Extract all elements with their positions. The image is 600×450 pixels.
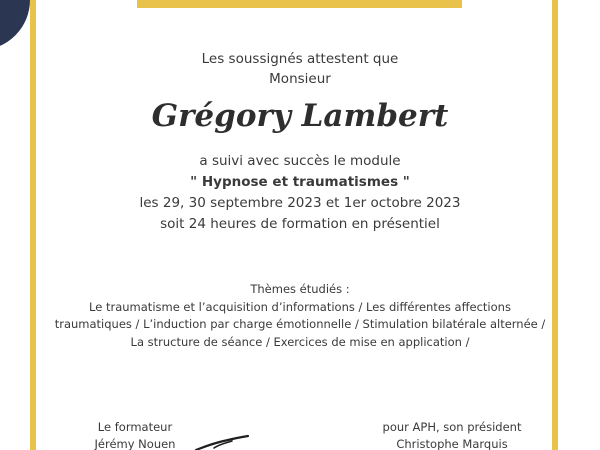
themes-line-2: traumatiques / L’induction par charge émotionnelle / Stimulation bilatérale alternée / [54, 317, 546, 331]
completion-line: a suivi avec succès le module [199, 153, 401, 169]
trainer-signature-block [60, 419, 210, 450]
intro-line-2: Monsieur [269, 71, 331, 87]
themes-block [40, 281, 560, 351]
handwritten-signature [192, 432, 252, 450]
themes-heading: Thèmes étudiés : [250, 282, 350, 296]
recipient-name: Grégory Lambert [151, 98, 449, 134]
dates-line: les 29, 30 septembre 2023 et 1er octobre 2023 [139, 195, 461, 211]
president-signature-block [372, 419, 532, 450]
president-role: pour APH, son président [382, 420, 522, 434]
intro-line-1: Les soussignés attestent que [201, 51, 399, 67]
module-title: " Hypnose et traumatismes " [190, 174, 410, 190]
corner-decoration [0, 0, 30, 50]
themes-line-1: Le traumatisme et l’acquisition d’informations / Les différentes affections [89, 299, 511, 314]
course-block [40, 151, 560, 235]
top-gold-band [137, 0, 462, 8]
president-name: Christophe Marquis [396, 437, 508, 450]
intro-block [40, 49, 560, 89]
trainer-name: Jérémy Nouen [94, 437, 176, 450]
themes-line-3: La structure de séance / Exercices de mise en application / [130, 334, 470, 349]
trainer-role: Le formateur [97, 420, 173, 434]
hours-line: soit 24 heures de formation en présentiel [160, 216, 440, 232]
